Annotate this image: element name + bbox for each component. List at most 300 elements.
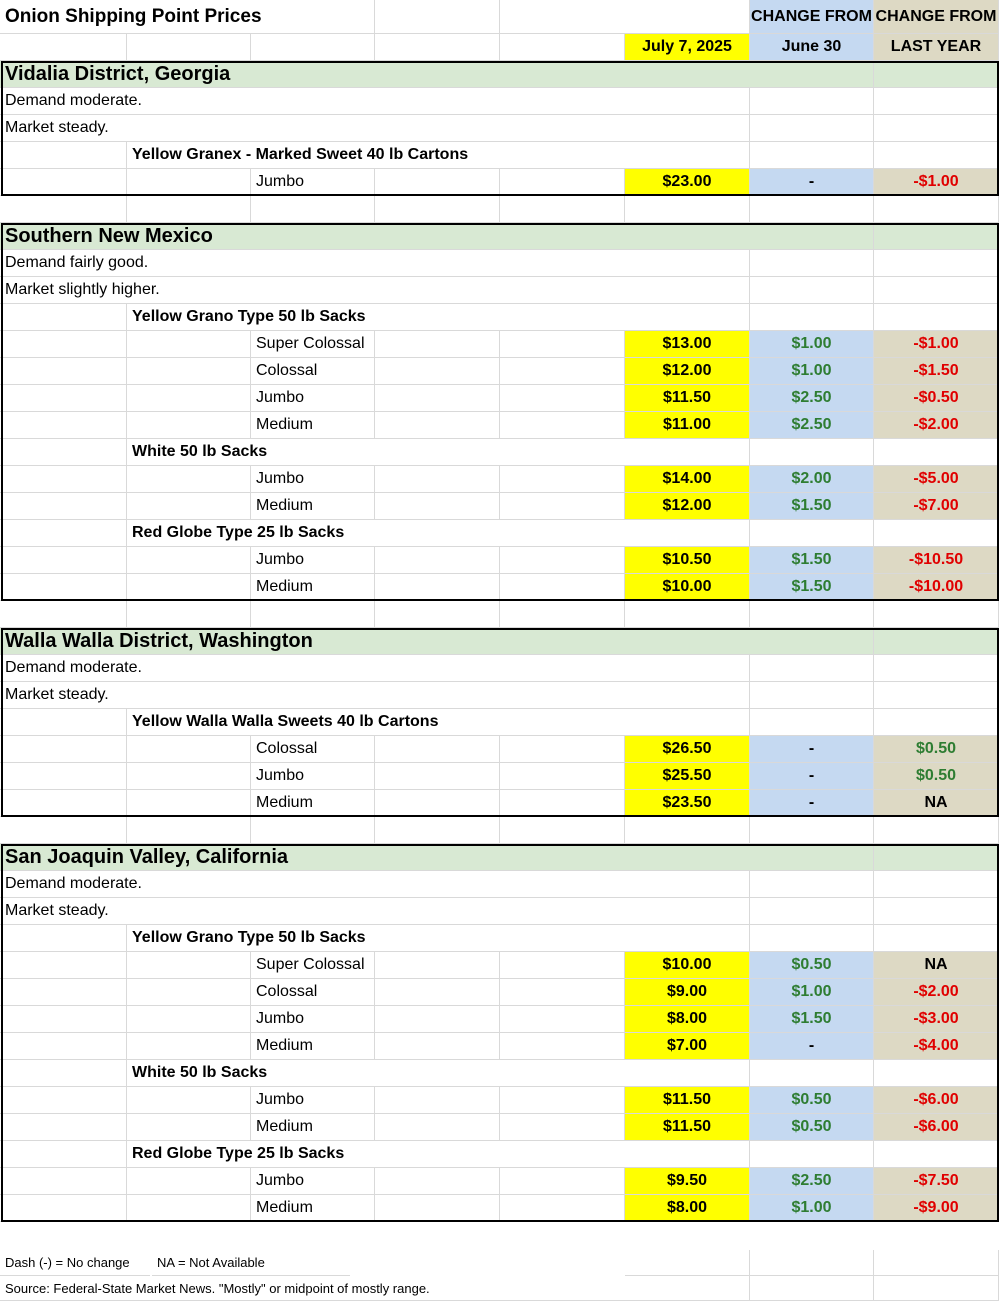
week-change-value: $1.00 [750,358,874,385]
price-row [0,952,999,979]
blank-cell [251,817,375,844]
current-date-header: July 7, 2025 [625,34,750,61]
blank-cell [375,1033,500,1060]
blank-cell [0,142,127,169]
blank-cell [375,979,500,1006]
price-row [0,1033,999,1060]
blank-cell [500,979,625,1006]
blank-cell [500,169,625,196]
current-price: $11.50 [625,385,750,412]
blank-cell [874,61,999,88]
blank-cell [127,817,251,844]
blank-cell [251,601,375,628]
blank-cell [874,601,999,628]
demand-row [0,655,999,682]
demand-text: Demand moderate. [0,88,750,115]
year-change-value: -$9.00 [874,1195,999,1222]
week-change-value: $1.00 [750,331,874,358]
blank-cell [127,331,251,358]
week-change-value: $1.50 [750,1006,874,1033]
current-price: $8.00 [625,1195,750,1222]
current-price: $7.00 [625,1033,750,1060]
size-label: Jumbo [251,1087,375,1114]
size-label: Medium [251,493,375,520]
blank-cell [874,817,999,844]
blank-cell [750,682,874,709]
blank-cell [0,358,127,385]
year-change-value: $0.50 [874,763,999,790]
blank-cell [0,520,127,547]
blank-cell [750,898,874,925]
region-name: Walla Walla District, Washington [0,628,874,655]
blank-cell [127,1168,251,1195]
current-price: $12.00 [625,358,750,385]
year-change-value: -$1.50 [874,358,999,385]
blank-cell [750,601,874,628]
price-row [0,169,999,196]
blank-cell [750,115,874,142]
blank-cell [251,196,375,223]
blank-cell [874,142,999,169]
spacer-row [0,601,999,628]
blank-cell [375,790,500,817]
source-note: Source: Federal-State Market News. "Mostly" or midpoint of mostly range. [0,1276,625,1301]
blank-cell [127,412,251,439]
year-change-value: -$7.00 [874,493,999,520]
year-change-value: -$5.00 [874,466,999,493]
blank-cell [500,601,625,628]
blank-cell [375,736,500,763]
size-label: Colossal [251,979,375,1006]
blank-cell [874,1141,999,1168]
blank-cell [500,574,625,601]
spacer-row [0,817,999,844]
blank-cell [874,223,999,250]
blank-cell [500,1033,625,1060]
market-row [0,682,999,709]
current-price: $8.00 [625,1006,750,1033]
year-change-value: -$4.00 [874,1033,999,1060]
blank-cell [0,304,127,331]
price-row [0,1087,999,1114]
region-header-row [0,628,999,655]
blank-cell [750,277,874,304]
blank-cell [375,952,500,979]
year-change-value: -$3.00 [874,1006,999,1033]
current-price: $9.50 [625,1168,750,1195]
week-change-value: $2.50 [750,412,874,439]
price-row [0,547,999,574]
blank-cell [0,1114,127,1141]
blank-cell [500,34,625,61]
size-label: Medium [251,1033,375,1060]
region-name: Southern New Mexico [0,223,874,250]
commodity-row [0,925,999,952]
report-title: Onion Shipping Point Prices [0,0,625,34]
blank-cell [375,763,500,790]
blank-cell [874,871,999,898]
blank-cell [874,115,999,142]
blank-cell [127,952,251,979]
blank-cell [500,331,625,358]
blank-cell [750,817,874,844]
size-label: Super Colossal [251,952,375,979]
blank-cell [127,1114,251,1141]
blank-cell [625,1250,750,1276]
blank-cell [500,412,625,439]
blank-cell [500,790,625,817]
commodity-row [0,709,999,736]
size-label: Medium [251,1195,375,1222]
blank-cell [874,88,999,115]
week-change-value: $0.50 [750,1114,874,1141]
blank-cell [500,1114,625,1141]
blank-cell [375,385,500,412]
commodity-name: Yellow Grano Type 50 lb Sacks [127,925,750,952]
size-label: Jumbo [251,1006,375,1033]
demand-text: Demand moderate. [0,871,750,898]
blank-cell [625,817,750,844]
region-name: Vidalia District, Georgia [0,61,874,88]
region-header-row [0,844,999,871]
year-change-header-top: CHANGE FROM [874,0,999,34]
blank-cell [251,34,375,61]
blank-cell [127,1195,251,1222]
blank-cell [500,1006,625,1033]
commodity-row [0,439,999,466]
size-label: Medium [251,412,375,439]
blank-cell [625,196,750,223]
price-row [0,412,999,439]
blank-cell [0,493,127,520]
blank-cell [375,547,500,574]
price-row [0,385,999,412]
demand-text: Demand moderate. [0,655,750,682]
blank-cell [0,1141,127,1168]
week-change-value: - [750,763,874,790]
blank-cell [874,250,999,277]
blank-cell [750,1060,874,1087]
size-label: Jumbo [251,763,375,790]
blank-cell [750,1276,874,1301]
spacer-row [0,196,999,223]
blank-cell [375,493,500,520]
blank-cell [750,655,874,682]
blank-cell [0,574,127,601]
price-row [0,358,999,385]
year-change-value: NA [874,952,999,979]
blank-cell [0,709,127,736]
blank-cell [750,250,874,277]
blank-cell [874,628,999,655]
blank-cell [375,466,500,493]
blank-cell [500,1087,625,1114]
year-change-value: -$10.00 [874,574,999,601]
size-label: Medium [251,1114,375,1141]
blank-cell [0,1006,127,1033]
week-change-value: - [750,1033,874,1060]
blank-cell [0,790,127,817]
blank-cell [874,277,999,304]
blank-cell [375,196,500,223]
year-change-value: $0.50 [874,736,999,763]
year-change-value: -$0.50 [874,385,999,412]
legend-dash: Dash (-) = No change [0,1250,150,1276]
blank-cell [127,169,251,196]
blank-cell [500,385,625,412]
current-price: $25.50 [625,763,750,790]
blank-cell [874,682,999,709]
blank-cell [874,1060,999,1087]
header-row-1 [0,0,999,34]
blank-cell [0,547,127,574]
blank-cell [750,304,874,331]
blank-cell [127,493,251,520]
commodity-name: Red Globe Type 25 lb Sacks [127,520,750,547]
week-change-header-bottom: June 30 [750,34,874,61]
size-label: Medium [251,790,375,817]
blank-cell [375,574,500,601]
blank-cell [500,817,625,844]
blank-cell [0,952,127,979]
blank-cell [0,817,127,844]
blank-cell [127,34,251,61]
commodity-row [0,1141,999,1168]
blank-cell [0,979,127,1006]
current-price: $13.00 [625,331,750,358]
blank-cell [375,358,500,385]
commodity-row [0,1060,999,1087]
week-change-value: $0.50 [750,1087,874,1114]
footer-legend-row [0,1250,999,1276]
demand-text: Demand fairly good. [0,250,750,277]
market-text: Market steady. [0,115,750,142]
blank-cell [127,466,251,493]
size-label: Jumbo [251,547,375,574]
blank-cell [0,1033,127,1060]
commodity-name: Yellow Walla Walla Sweets 40 lb Cartons [127,709,750,736]
price-row [0,1168,999,1195]
footer-source-row [0,1276,999,1301]
week-change-value: - [750,736,874,763]
commodity-row [0,520,999,547]
price-row [0,574,999,601]
blank-cell [500,358,625,385]
price-row [0,763,999,790]
blank-cell [127,1087,251,1114]
current-price: $11.50 [625,1114,750,1141]
region-name: San Joaquin Valley, California [0,844,874,871]
market-row [0,277,999,304]
market-text: Market slightly higher. [0,277,750,304]
year-change-value: -$2.00 [874,412,999,439]
blank-cell [127,1033,251,1060]
blank-cell [375,34,500,61]
year-change-value: -$7.50 [874,1168,999,1195]
blank-cell [500,493,625,520]
blank-cell [625,1276,750,1301]
size-label: Jumbo [251,1168,375,1195]
commodity-name: Yellow Grano Type 50 lb Sacks [127,304,750,331]
commodity-name: Yellow Granex - Marked Sweet 40 lb Cartons [127,142,750,169]
commodity-name: White 50 lb Sacks [127,439,750,466]
blank-cell [750,1250,874,1276]
blank-cell [750,1141,874,1168]
blank-cell [874,304,999,331]
market-row [0,115,999,142]
week-change-value: $1.50 [750,547,874,574]
blank-cell [625,601,750,628]
blank-cell [500,736,625,763]
size-label: Colossal [251,736,375,763]
size-label: Super Colossal [251,331,375,358]
blank-cell [127,790,251,817]
week-change-value: - [750,790,874,817]
blank-cell [375,601,500,628]
header-row-2 [0,34,999,61]
blank-cell [0,1168,127,1195]
size-label: Jumbo [251,385,375,412]
week-change-value: $2.50 [750,1168,874,1195]
blank-cell [127,979,251,1006]
blank-cell [750,142,874,169]
blank-cell [500,763,625,790]
blank-cell [750,925,874,952]
commodity-name: White 50 lb Sacks [127,1060,750,1087]
blank-cell [874,439,999,466]
year-change-value: -$2.00 [874,979,999,1006]
blank-cell [0,439,127,466]
blank-cell [874,1276,999,1301]
week-change-value: $0.50 [750,952,874,979]
week-change-value: $1.00 [750,1195,874,1222]
blank-cell [127,574,251,601]
blank-cell [0,763,127,790]
current-price: $9.00 [625,979,750,1006]
market-text: Market steady. [0,682,750,709]
blank-cell [375,1087,500,1114]
demand-row [0,871,999,898]
blank-cell [0,925,127,952]
blank-cell [375,1114,500,1141]
current-price: $11.50 [625,1087,750,1114]
price-row [0,736,999,763]
blank-cell [375,331,500,358]
blank-cell [874,520,999,547]
blank-cell [0,736,127,763]
commodity-name: Red Globe Type 25 lb Sacks [127,1141,750,1168]
week-change-value: $2.50 [750,385,874,412]
commodity-row [0,142,999,169]
blank-cell [874,898,999,925]
price-row [0,1114,999,1141]
blank-cell [127,547,251,574]
blank-cell [500,547,625,574]
blank-cell [874,709,999,736]
week-change-value: $1.50 [750,574,874,601]
blank-cell [0,1195,127,1222]
blank-cell [375,412,500,439]
price-row [0,493,999,520]
blank-cell [0,196,127,223]
week-change-value: $2.00 [750,466,874,493]
year-change-value: -$6.00 [874,1087,999,1114]
blank-cell [127,385,251,412]
size-label: Colossal [251,358,375,385]
size-label: Jumbo [251,169,375,196]
week-change-value: $1.00 [750,979,874,1006]
price-row [0,331,999,358]
blank-cell [500,196,625,223]
gridline [499,0,500,34]
blank-cell [750,871,874,898]
blank-cell [127,358,251,385]
blank-cell [127,196,251,223]
blank-cell [127,1006,251,1033]
blank-cell [0,385,127,412]
legend-na: NA = Not Available [152,1250,350,1276]
current-price: $10.00 [625,952,750,979]
current-price: $23.00 [625,169,750,196]
region-header-row [0,223,999,250]
region-header-row [0,61,999,88]
blank-cell [0,1087,127,1114]
size-label: Jumbo [251,466,375,493]
blank-cell [874,655,999,682]
year-change-value: -$1.00 [874,331,999,358]
year-change-header-bottom: LAST YEAR [874,34,999,61]
blank-cell [0,412,127,439]
current-price: $26.50 [625,736,750,763]
week-change-header-top: CHANGE FROM [750,0,874,34]
blank-cell [500,466,625,493]
blank-cell [874,196,999,223]
blank-cell [0,169,127,196]
price-row [0,466,999,493]
blank-cell [874,844,999,871]
blank-cell [0,331,127,358]
week-change-value: $1.50 [750,493,874,520]
current-price: $10.00 [625,574,750,601]
current-price: $14.00 [625,466,750,493]
year-change-value: -$10.50 [874,547,999,574]
current-price: $10.50 [625,547,750,574]
price-row [0,790,999,817]
header-blank [625,0,750,34]
blank-cell [375,169,500,196]
blank-cell [0,1060,127,1087]
blank-cell [127,601,251,628]
blank-cell [127,736,251,763]
blank-cell [750,196,874,223]
blank-cell [750,88,874,115]
blank-cell [375,1168,500,1195]
blank-cell [500,952,625,979]
blank-cell [500,1168,625,1195]
blank-cell [750,709,874,736]
blank-cell [0,34,127,61]
market-text: Market steady. [0,898,750,925]
current-price: $11.00 [625,412,750,439]
market-row [0,898,999,925]
commodity-row [0,304,999,331]
price-row [0,1195,999,1222]
current-price: $12.00 [625,493,750,520]
blank-cell [375,1195,500,1222]
blank-cell [0,601,127,628]
week-change-value: - [750,169,874,196]
price-row [0,1006,999,1033]
